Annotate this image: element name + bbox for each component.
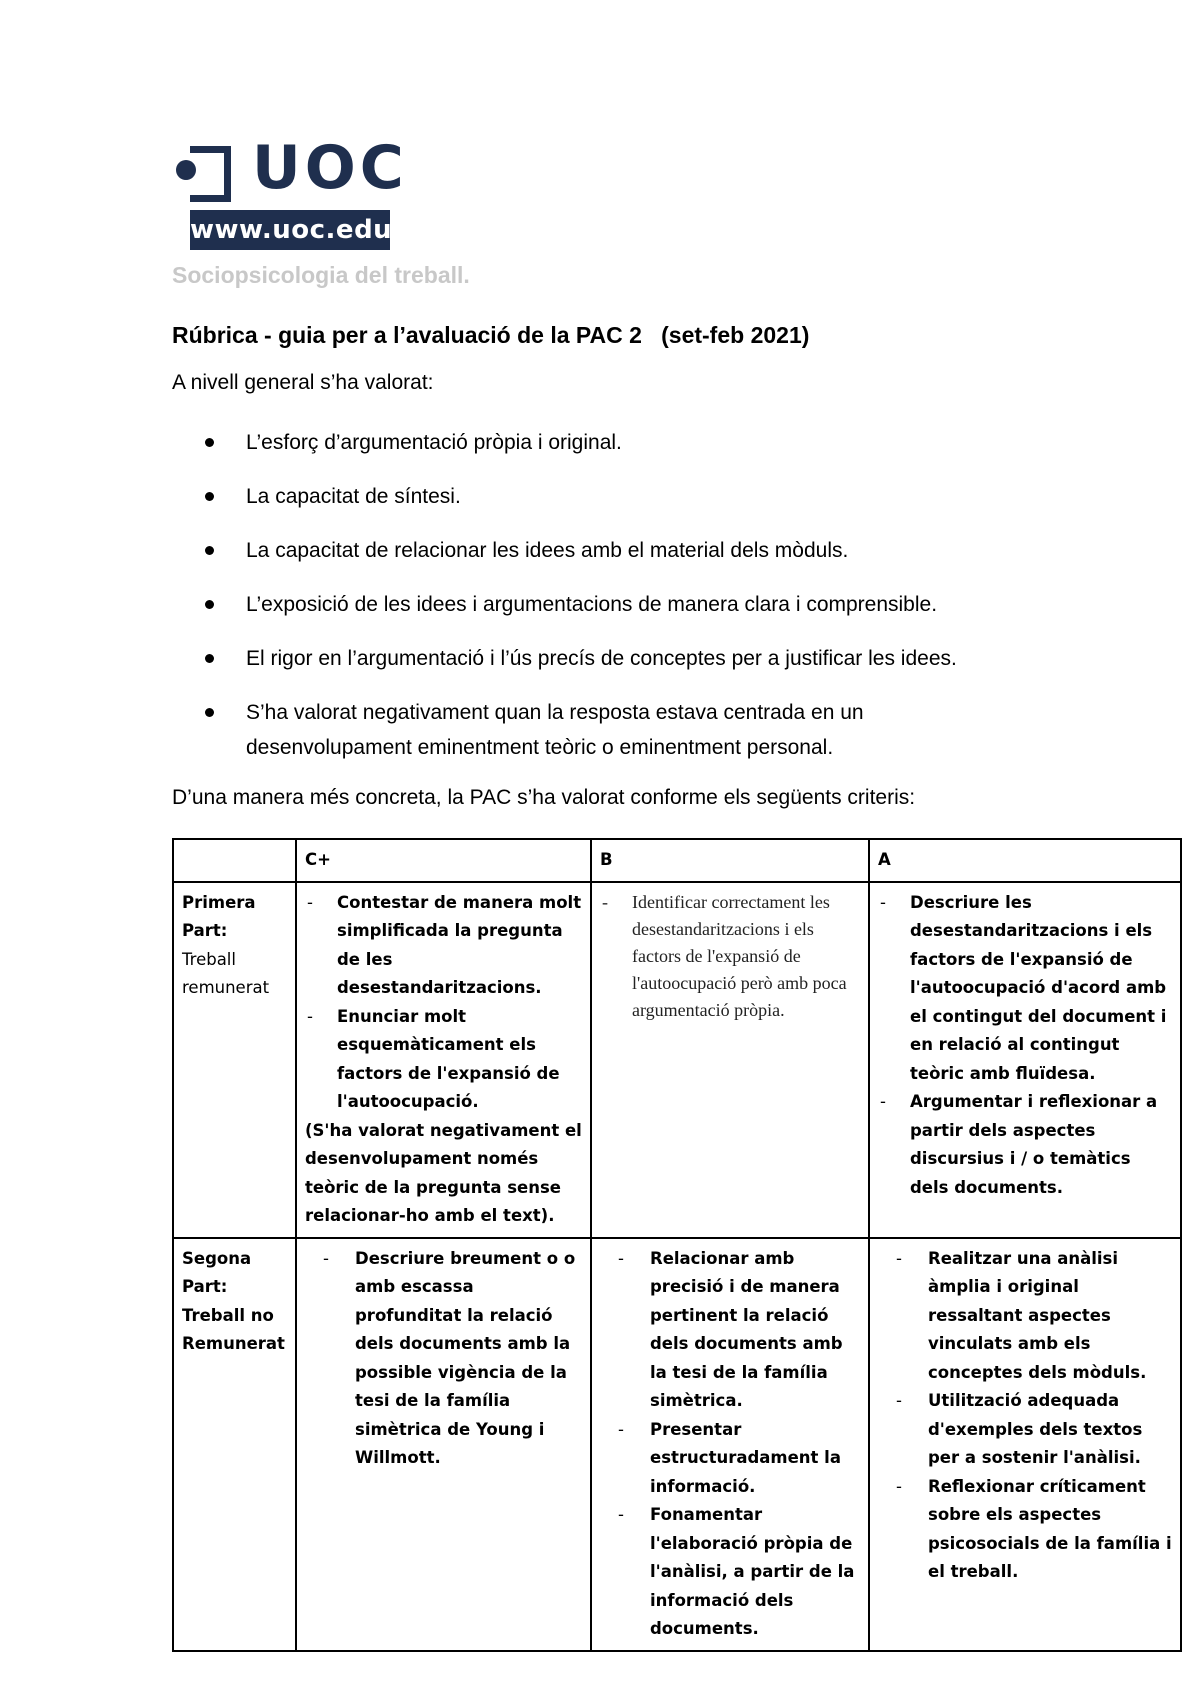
table-row [173,882,1181,1238]
header-a: A [869,839,1181,882]
list-item: - Presentar estructuradament la informació. [616,1416,860,1502]
rubric-table [172,838,1182,1652]
criteria-list [172,425,1072,784]
table-row [173,1238,1181,1651]
header-c-plus: C+ [296,839,591,882]
row-label-part1: Primera Part: Treball remunerat [173,882,296,1238]
cell-part1-c-plus [296,882,591,1238]
logo-mark-icon [190,146,231,202]
list-item: La capacitat de síntesi. [172,479,1072,514]
logo-url: www.uoc.edu [190,210,390,250]
list-item: - Relacionar amb precisió i de manera pertinent la relació dels documents amb la tesi de la família simètrica. [616,1245,860,1416]
bullet-icon [205,708,214,717]
list-item: - Argumentar i reflexionar a partir dels aspectes discursius i / o temàtics dels documents. [878,1088,1172,1202]
logo-dot-icon [176,160,196,180]
list-item: La capacitat de relacionar les idees amb el material dels mòduls. [172,533,1072,568]
bullet-icon [205,600,214,609]
list-item: - Contestar de manera molt simplificada la pregunta de les desestandaritzacions. [305,889,582,1003]
list-item: L’exposició de les idees i argumentacions de manera clara i comprensible. [172,587,1072,622]
list-item: - Identificar correctament les desestandaritzacions i els factors de l'expansió de l'autoocupació però amb poca argumentació pròpia. [600,889,860,1024]
table-header-row [173,839,1181,882]
course-name: Sociopsicologia del treball. [172,262,470,288]
bullet-icon [205,492,214,501]
criteria-intro: D’una manera més concreta, la PAC s’ha valorat conforme els següents criteris: [172,786,916,809]
row-label-part2: Segona Part: Treball no Remunerat [173,1238,296,1651]
list-item: - Descriure breument o o amb escassa profunditat la relació dels documents amb la possible vigència de la tesi de la família simètrica de Young i Willmott. [321,1245,582,1473]
list-item: - Utilització adequada d'exemples dels textos per a sostenir l'anàlisi. [894,1387,1172,1473]
bullet-icon [205,546,214,555]
bullet-icon [205,654,214,663]
intro-text: A nivell general s’ha valorat: [172,371,434,394]
list-item: - Realitzar una anàlisi àmplia i original ressaltant aspectes vinculats amb els conceptes dels mòduls. [894,1245,1172,1388]
page-title: Rúbrica - guia per a l’avaluació de la PAC 2 (set-feb 2021) [172,322,810,348]
list-item: - Descriure les desestandaritzacions i els factors de l'expansió de l'autoocupació d'acord amb el contingut del document i en relació al contingut teòric amb fluïdesa. [878,889,1172,1089]
list-item: S’ha valorat negativament quan la resposta estava centrada en un desenvolupament eminentment teòric o eminentment personal. [172,695,886,765]
list-item: - Fonamentar l'elaboració pròpia de l'anàlisi, a partir de la informació dels documents. [616,1501,860,1644]
list-item: - Enunciar molt esquemàticament els factors de l'expansió de l'autoocupació. [305,1003,582,1117]
cell-part2-a [869,1238,1181,1651]
bullet-icon [205,438,214,447]
cell-note: (S'ha valorat negativament el desenvolupament només teòric de la pregunta sense relacionar-ho amb el text). [305,1120,582,1225]
cell-part1-a [869,882,1181,1238]
header-b: B [591,839,869,882]
cell-part2-c-plus [296,1238,591,1651]
uoc-logo [172,133,408,256]
cell-part2-b [591,1238,869,1651]
cell-part1-b [591,882,869,1238]
header-empty [173,839,296,882]
list-item: - Reflexionar críticament sobre els aspectes psicosocials de la família i el treball. [894,1473,1172,1587]
list-item: L’esforç d’argumentació pròpia i original. [172,425,1072,460]
list-item: El rigor en l’argumentació i l’ús precís de conceptes per a justificar les idees. [172,641,1072,676]
logo-word: UOC [252,133,408,203]
